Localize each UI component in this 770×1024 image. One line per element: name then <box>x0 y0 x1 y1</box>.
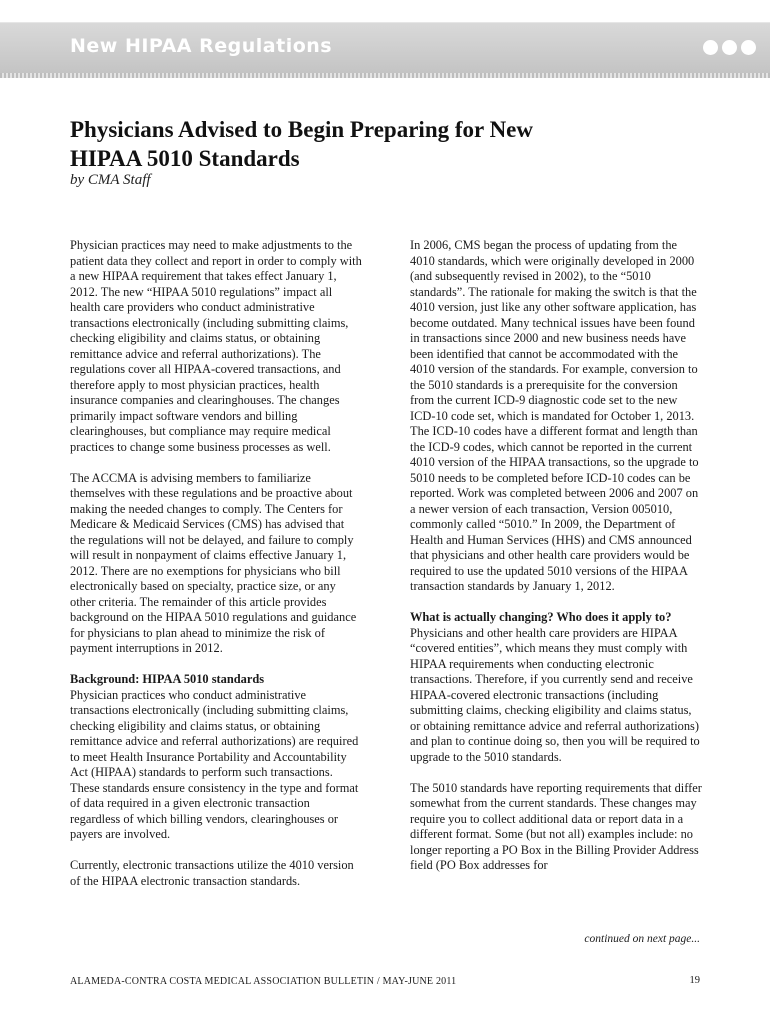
paragraph: The 5010 standards have reporting requirements that differ somewhat from the current standards. These changes may require you to collect additional data or report data in a different format. Some (but not all) examples include: no longer reporting a PO Box in the Billing Provider Address field (PO Box addresses for <box>410 780 702 872</box>
paragraph: Physicians and other health care providers are HIPAA “covered entities”, which means they must comply with HIPAA requirements when conducting electronic transactions. Therefore, if you currently send and receive HIPAA-covered electronic transactions (including submitting claims, checking eligibility and claims status, or obtaining remittance advice and referral authorizations) and plan to continue doing so, then you will be required to upgrade to the 5010 standards. <box>410 625 700 764</box>
dot-icon <box>703 40 718 55</box>
section-title: New HIPAA Regulations <box>70 35 333 57</box>
three-dots-icon <box>703 40 756 55</box>
page-number: 19 <box>689 975 700 986</box>
paragraph: Physician practices may need to make adjustments to the patient data they collect and report in order to comply with a new HIPAA requirement that takes effect January 1, 2012. The new “HIPAA 5010 regulations” impact all health care providers who conduct administrative transactions electronically (including submitting claims, checking eligibility and claims status, or obtaining remittance advice and referral authorizations). The regulations cover all HIPAA-covered transactions, and therefore apply to most physician practices, health insurance companies and clearinghouses. The changes primarily impact software vendors and billing clearinghouses, but compliance may require medical practices to change some business processes as well. <box>70 238 362 454</box>
footer-publication: ALAMEDA-CONTRA COSTA MEDICAL ASSOCIATION BULLETIN / MAY-JUNE 2011 <box>70 976 457 987</box>
subheading <box>410 610 702 626</box>
paragraph: The ACCMA is advising members to familiarize themselves with these regulations and be proactive about making the needed changes to comply. The Centers for Medicare & Medicaid Services (CMS) has advised that the regulations will not be delayed, and failure to comply will result in nonpayment of claims effective January 1, 2012. There are no exemptions for physicians who bill electronically based on specialty, practice size, or any other criteria. The remainder of this article provides background on the HIPAA 5010 regulations and guidance for physicians to plan ahead to minimize the risk of payment interruptions in 2012. <box>70 470 357 655</box>
paragraph: In 2006, CMS began the process of updating from the 4010 standards, which were originally developed in 2000 (and subsequently revised in 2002), to the “5010 standards”. The rationale for making the switch is that the 4010 version, just like any other software application, has become outdated. Many technical issues have been found in transactions since 2000 and new business needs have been identified that cannot be accommodated with the 4010 version of the standards. For example, conversion to the 5010 standards is a prerequisite for the conversion from the current ICD-9 diagnostic code set to the new ICD-10 code set, which is mandated for October 1, 2013. The ICD-10 codes have a different format and length than the ICD-9 codes, which cannot be reported in the current 4010 version of the HIPAA transactions, so the upgrade to 5010 needs to be completed before ICD-10 codes can be reported. Work was completed between 2006 and 2007 on a newer version of each transaction, Version 005010, commonly called “5010.” In 2009, the Department of Health and Human Services (HHS) and CMS announced that physicians and other health care providers would be required to use the updated 5010 versions of the HIPAA transaction standards by January 1, 2012. <box>410 238 699 593</box>
right-column <box>410 238 702 889</box>
dot-icon <box>741 40 756 55</box>
left-column <box>70 238 362 905</box>
section-banner <box>0 22 770 73</box>
article-byline: by CMA Staff <box>70 172 151 188</box>
dot-icon <box>722 40 737 55</box>
subheading-text: What is actually changing? Who does it apply to? <box>410 610 672 624</box>
continued-note: continued on next page... <box>584 933 700 945</box>
subheading-text: Background: HIPAA 5010 standards <box>70 672 265 686</box>
paragraph: Physician practices who conduct administrative transactions electronically (including submitting claims, checking eligibility and claims status, or obtaining remittance advice and referral authorizations) are required to meet Health Insurance Portability and Accountability Act (HIPAA) standards to perform such transactions. These standards ensure consistency in the type and format of data required in a given electronic transaction regardless of which billing vendors, clearinghouses or payers are involved. <box>70 687 359 841</box>
subheading <box>70 672 362 688</box>
article-title: Physicians Advised to Begin Preparing for New HIPAA 5010 Standards <box>70 117 533 171</box>
paragraph: Currently, electronic transactions utilize the 4010 version of the HIPAA electronic transaction standards. <box>70 858 354 888</box>
